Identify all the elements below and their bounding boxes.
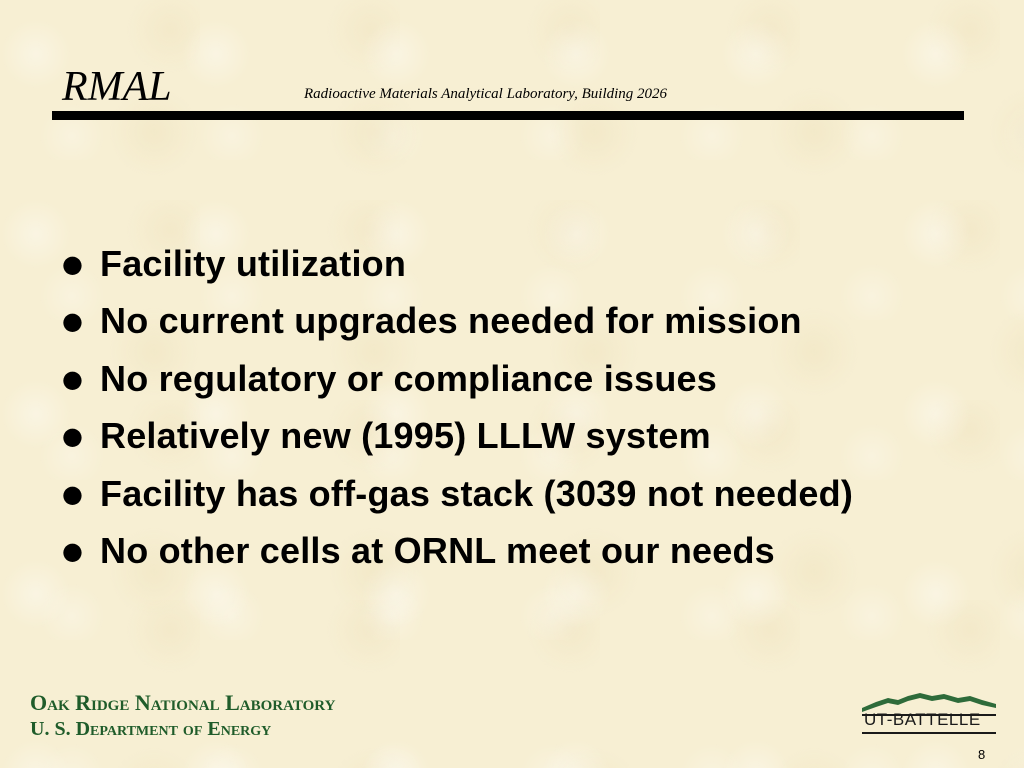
logo-wordmark: UT-BATTELLE: [864, 710, 981, 729]
bullet-text: No regulatory or compliance issues: [100, 357, 717, 399]
list-item: [62, 293, 853, 351]
lab-name-line: Oak Ridge National Laboratory: [30, 690, 336, 715]
bullet-icon: ●: [62, 364, 83, 393]
bullet-text: Facility has off-gas stack (3039 not needed): [100, 472, 854, 514]
bullet-text: Relatively new (1995) LLLW system: [100, 415, 711, 457]
bullet-list: [62, 235, 853, 580]
slide-subtitle: Radioactive Materials Analytical Laboratory, Building 2026: [304, 86, 668, 102]
bullet-text: Facility utilization: [100, 242, 407, 284]
list-item: [62, 523, 853, 581]
bullet-icon: ●: [62, 479, 83, 508]
list-item: [62, 408, 853, 466]
list-item: [62, 235, 853, 293]
slide-header: [52, 62, 964, 122]
bullet-icon: ●: [62, 307, 83, 336]
bullet-icon: ●: [62, 537, 83, 566]
bullet-icon: ●: [62, 422, 83, 451]
bullet-icon: ●: [62, 249, 83, 278]
ut-battelle-logo: [858, 690, 1000, 740]
header-divider: [52, 111, 964, 120]
bullet-text: No current upgrades needed for mission: [100, 300, 802, 342]
page-number: 8: [978, 747, 986, 762]
bullet-text: No other cells at ORNL meet our needs: [100, 530, 775, 572]
slide-title: RMAL: [62, 64, 172, 110]
list-item: [62, 350, 853, 408]
list-item: [62, 465, 853, 523]
department-line: U. S. Department of Energy: [30, 718, 272, 740]
footer-lab-name: [30, 690, 335, 742]
